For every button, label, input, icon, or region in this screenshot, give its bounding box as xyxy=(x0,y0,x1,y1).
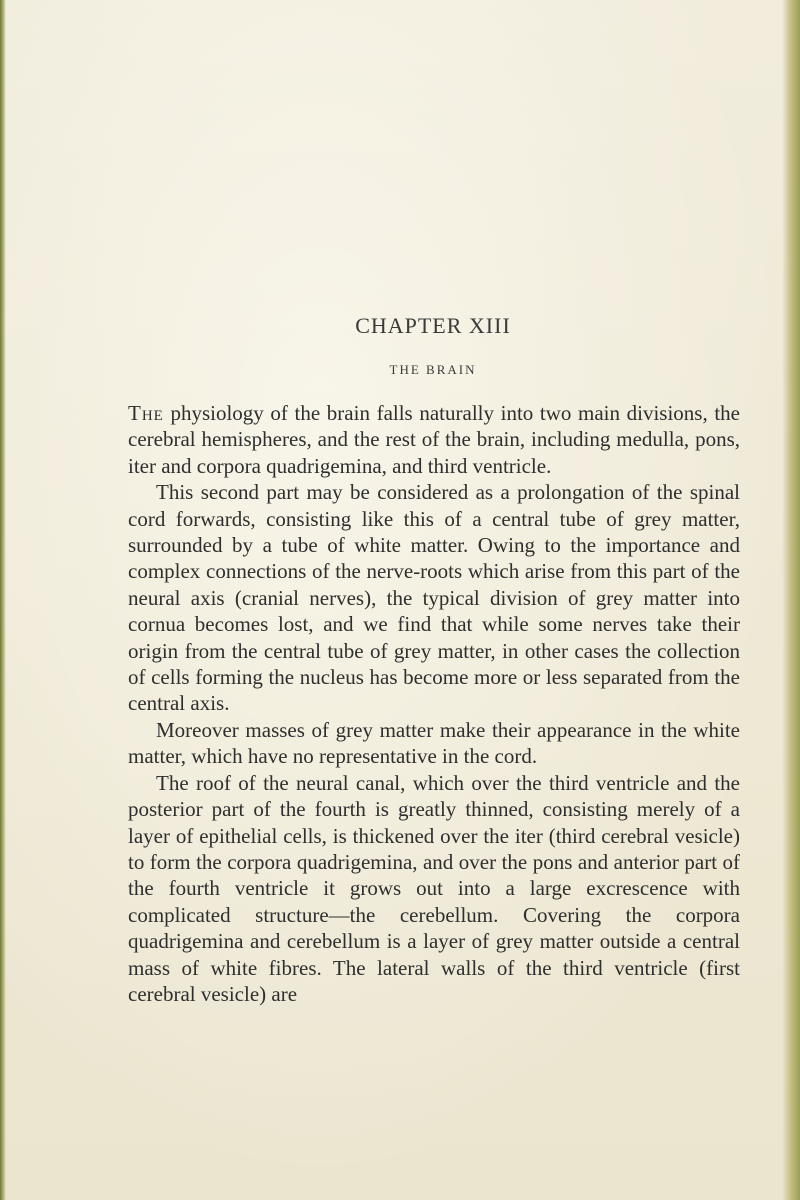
paragraph-1 xyxy=(128,400,740,479)
page-right-edge xyxy=(782,0,800,1200)
paragraph-1-text: physiology of the brain falls naturally into two main divisions, the cerebral hemispheres, and the rest of the brain, including medulla, pons, iter and corpora quadrigemina, and third ventricle. xyxy=(128,401,740,478)
chapter-heading: CHAPTER XIII xyxy=(355,313,511,338)
paragraph-2: This second part may be considered as a prolongation of the spinal cord forwards, consisting like this of a central tube of grey matter, surrounded by a tube of white matter. Owing to the importance and complex connections of the nerve-roots which arise from this part of the neural axis (cranial nerves), the typical division of grey matter into cornua becomes lost, and we find that while some nerves take their origin from the central tube of grey matter, in other cases the collection of cells forming the nucleus has become more or less separated from the central axis. xyxy=(128,480,740,716)
paragraph-3: Moreover masses of grey matter make their appearance in the white matter, which have no representative in the cord. xyxy=(128,717,740,769)
lead-word: The xyxy=(128,401,164,425)
paragraph-4: The roof of the neural canal, which over the third ventricle and the posterior part of the fourth is greatly thinned, consisting merely of a layer of epithelial cells, is thickened over the iter (third cerebral vesicle) to form the corpora quadrigemina, and over the pons and anterior part of the fourth ventricle it grows out into a large excrescence with complicated structure—the cerebellum. Covering the corpora quadrigemina and cerebellum is a layer of grey matter outside a central mass of white fibres. The lateral walls of the third ventricle (first cerebral vesicle) are xyxy=(128,770,740,1006)
section-title: THE BRAIN xyxy=(389,362,477,377)
page-left-edge xyxy=(0,0,6,1200)
body-text xyxy=(128,400,740,1007)
